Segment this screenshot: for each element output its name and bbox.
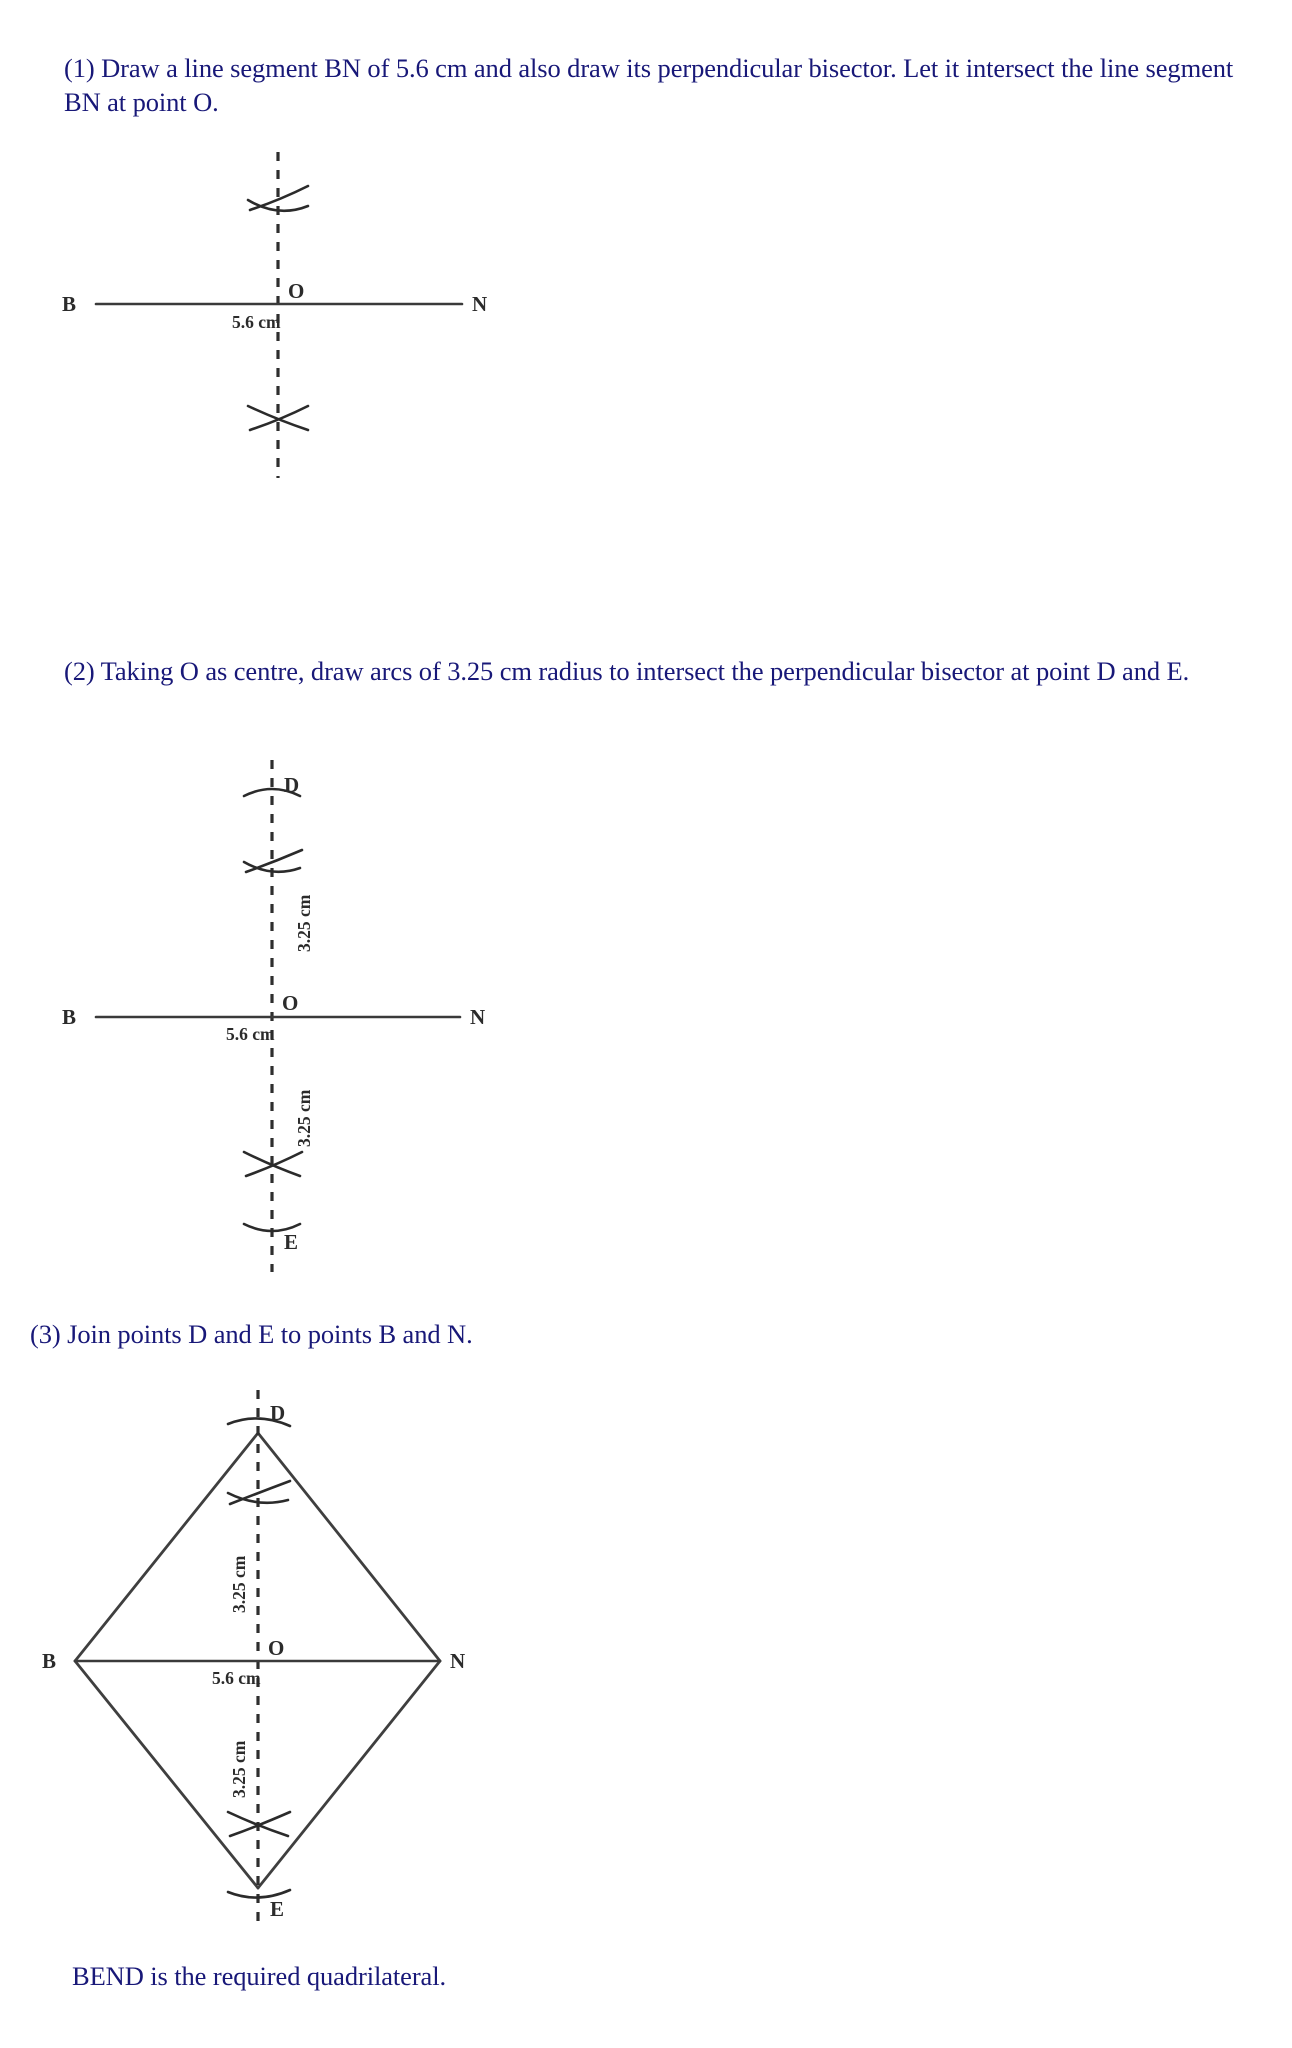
point-label-N: N — [472, 292, 488, 316]
point-label-N: N — [470, 1005, 486, 1029]
dimension-label-OD: 3.25 cm — [294, 894, 314, 952]
figure-1-svg — [0, 148, 620, 488]
dimension-label-BN: 5.6 cm — [226, 1024, 275, 1044]
figure-3-quadrilateral-BEND — [0, 1378, 620, 1938]
point-label-O: O — [268, 1636, 285, 1660]
dimension-label-BN: 5.6 cm — [212, 1668, 261, 1688]
point-label-O: O — [282, 991, 299, 1015]
dimension-label-OE: 3.25 cm — [294, 1089, 314, 1147]
step-3-instruction: (3) Join points D and E to points B and N. — [30, 1319, 473, 1349]
point-label-B: B — [42, 1649, 57, 1673]
figure-2-arcs-D-E — [0, 752, 620, 1282]
point-label-D: D — [270, 1401, 286, 1425]
side-BD — [75, 1433, 258, 1661]
point-label-E: E — [284, 1230, 299, 1254]
figure-3-svg — [0, 1378, 620, 1938]
point-label-N: N — [450, 1649, 466, 1673]
point-label-E: E — [270, 1897, 285, 1921]
step-2-instruction: (2) Taking O as centre, draw arcs of 3.25 cm radius to intersect the perpendicular bisector at point D and E. — [64, 656, 1190, 686]
lower-arc-intersection-cross — [228, 1812, 290, 1836]
point-label-O: O — [288, 279, 305, 303]
point-label-D: D — [284, 773, 300, 797]
point-label-B: B — [62, 1005, 77, 1029]
dimension-label-OE: 3.25 cm — [229, 1740, 249, 1798]
figure-2-svg — [0, 752, 620, 1282]
dimension-label-BN: 5.6 cm — [232, 312, 281, 332]
dimension-label-OD: 3.25 cm — [229, 1555, 249, 1613]
step-1-instruction: (1) Draw a line segment BN of 5.6 cm and also draw its perpendicular bisector. Let it intersect the line segment BN at point O. — [64, 53, 1234, 117]
figure-1-perpendicular-bisector — [0, 148, 620, 488]
side-EN — [258, 1661, 440, 1888]
side-DN — [258, 1433, 440, 1661]
conclusion-statement: BEND is the required quadrilateral. — [72, 1961, 446, 1991]
point-label-B: B — [62, 292, 77, 316]
